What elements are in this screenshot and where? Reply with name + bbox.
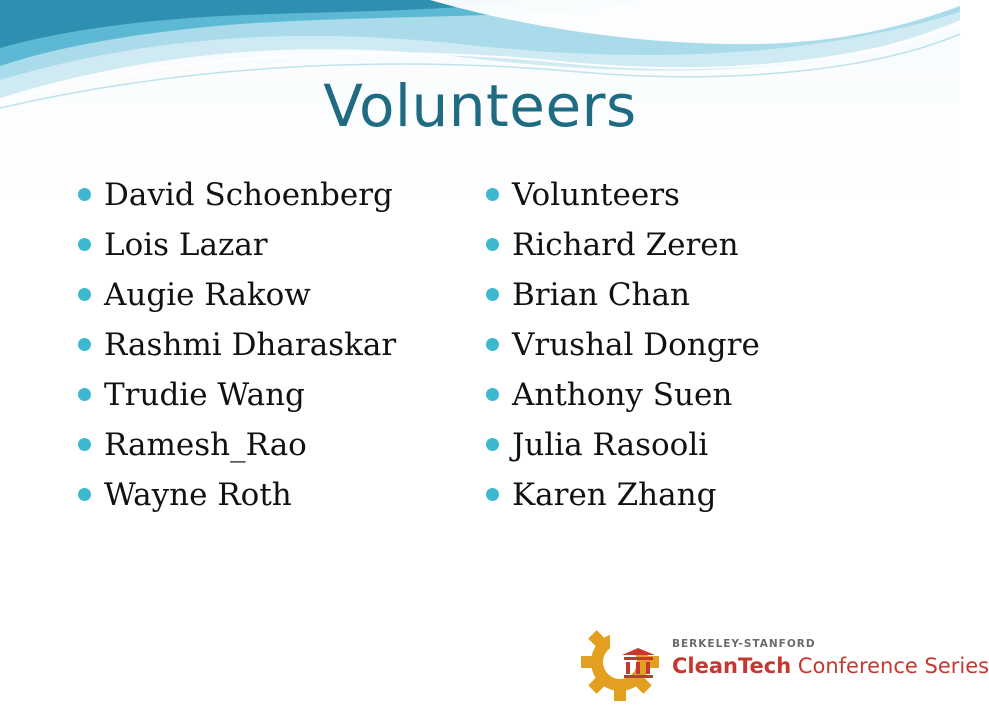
list-item (484, 220, 760, 270)
list-item (76, 470, 396, 520)
right-name-list (484, 170, 760, 520)
list-item (484, 170, 760, 220)
list-item (76, 220, 396, 270)
list-item (76, 170, 396, 220)
logo-top-text: BERKELEY-STANFORD (672, 638, 816, 650)
list-item-text: Anthony Suen (512, 377, 733, 413)
bullet-icon (486, 188, 499, 201)
left-name-list (76, 170, 396, 520)
bullet-icon (486, 288, 499, 301)
bullet-icon (78, 338, 91, 351)
cleantech-logo (580, 622, 989, 702)
bullet-icon (486, 388, 499, 401)
list-item (484, 420, 760, 470)
gear-icon (580, 622, 660, 702)
list-item-text: Richard Zeren (512, 227, 739, 263)
list-item-text: Brian Chan (512, 277, 690, 313)
bullet-icon (78, 488, 91, 501)
slide-title: Volunteers (323, 72, 637, 140)
bullet-icon (78, 288, 91, 301)
list-item-text: Julia Rasooli (512, 427, 709, 463)
list-item (484, 470, 760, 520)
bullet-icon (486, 438, 499, 451)
list-item-text: Ramesh_Rao (104, 427, 307, 463)
list-item-text: Augie Rakow (104, 277, 311, 313)
list-item (76, 320, 396, 370)
bullet-icon (78, 188, 91, 201)
logo-brand: CleanTech (672, 654, 792, 678)
list-item (76, 270, 396, 320)
list-item-text: David Schoenberg (104, 177, 393, 213)
list-item (76, 370, 396, 420)
logo-series: Conference Series (791, 654, 989, 678)
list-item-text: Karen Zhang (512, 477, 717, 513)
bullet-icon (486, 488, 499, 501)
list-item (484, 370, 760, 420)
bullet-icon (486, 238, 499, 251)
list-item (76, 420, 396, 470)
bullet-icon (78, 238, 91, 251)
list-item-text: Vrushal Dongre (512, 327, 760, 363)
list-item (484, 320, 760, 370)
list-item-text: Wayne Roth (104, 477, 292, 513)
bullet-icon (78, 388, 91, 401)
logo-main-text (672, 654, 989, 678)
list-item-text: Trudie Wang (104, 377, 305, 413)
list-item-text: Rashmi Dharaskar (104, 327, 397, 363)
bullet-icon (486, 338, 499, 351)
list-item-text: Lois Lazar (104, 227, 268, 263)
list-item (484, 270, 760, 320)
list-item-text: Volunteers (512, 177, 680, 213)
bullet-icon (78, 438, 91, 451)
